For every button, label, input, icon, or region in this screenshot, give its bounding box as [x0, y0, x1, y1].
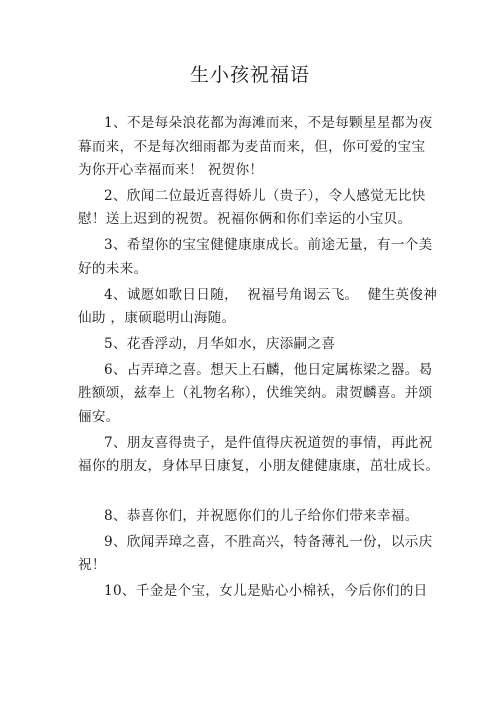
paragraph-4 [78, 284, 438, 331]
paragraph-spacer [104, 481, 434, 505]
paragraph-line: 仙助 ，康硕聪明山海随。 [78, 310, 236, 327]
paragraph-line: 10、千金是个宝，女儿是贴心小棉袄，今后你们的日 [104, 583, 428, 600]
paragraph-7 [78, 432, 440, 479]
paragraph-line: 好的未来。 [78, 260, 148, 277]
paragraph-5 [104, 333, 434, 357]
paragraph-line: 9、欣闻弄璋之喜，不胜高兴，特备薄礼一份，以示庆 [104, 533, 433, 550]
paragraph-8 [104, 505, 434, 529]
paragraph-10 [104, 580, 434, 604]
paragraph-3 [78, 234, 434, 281]
paragraph-line: 为你开心幸福而来！ 祝贺你！ [78, 162, 264, 178]
paragraph-line: 幕而来，不是每次细雨都为麦苗而来，但，你可爱的宝宝 [78, 138, 426, 155]
paragraph-9 [78, 531, 434, 578]
paragraph-line: 1、不是每朵浪花都为海滩而来，不是每颗星星都为夜 [104, 115, 433, 131]
document-body [78, 112, 440, 606]
paragraph-line: 祝！ [78, 557, 106, 574]
paragraph-6 [78, 359, 434, 430]
paragraph-line: 福你的朋友，身体早日康复，小朋友健健康康，茁壮成长。 [78, 458, 440, 475]
paragraph-line: 5、花香浮动，月华如水，庆添嗣之喜 [104, 336, 336, 353]
paragraph-2 [78, 185, 434, 232]
paragraph-line: 8、恭喜你们，并祝愿你们的儿子给你们带来幸福。 [104, 507, 419, 524]
paragraph-line: 俪安。 [78, 408, 120, 425]
paragraph-line: 3、希望你的宝宝健健康康成长。前途无量，有一个美 [104, 237, 433, 254]
paragraph-line: 4、诚愿如歌日日随， 祝福号角谒云飞。 健生英俊神 [104, 286, 438, 303]
paragraph-line: 6、占弄璋之喜。想天上石麟，他日定属栋梁之器。曷 [104, 361, 433, 378]
paragraph-line: 慰！送上迟到的祝贺。祝福你俩和你们幸运的小宝贝。 [78, 211, 412, 228]
page-title: 生小孩祝福语 [189, 64, 310, 86]
paragraph-line: 胜额颂，兹奉上（礼物名称），伏维笑纳。肃贺麟喜。并颂 [78, 385, 433, 402]
paragraph-line: 2、欣闻二位最近喜得娇儿（贵子），令人感觉无比快 [104, 187, 426, 204]
paragraph-1 [78, 112, 434, 183]
paragraph-line: 7、朋友喜得贵子，是件值得庆祝道贺的事情，再此祝 [104, 434, 433, 451]
